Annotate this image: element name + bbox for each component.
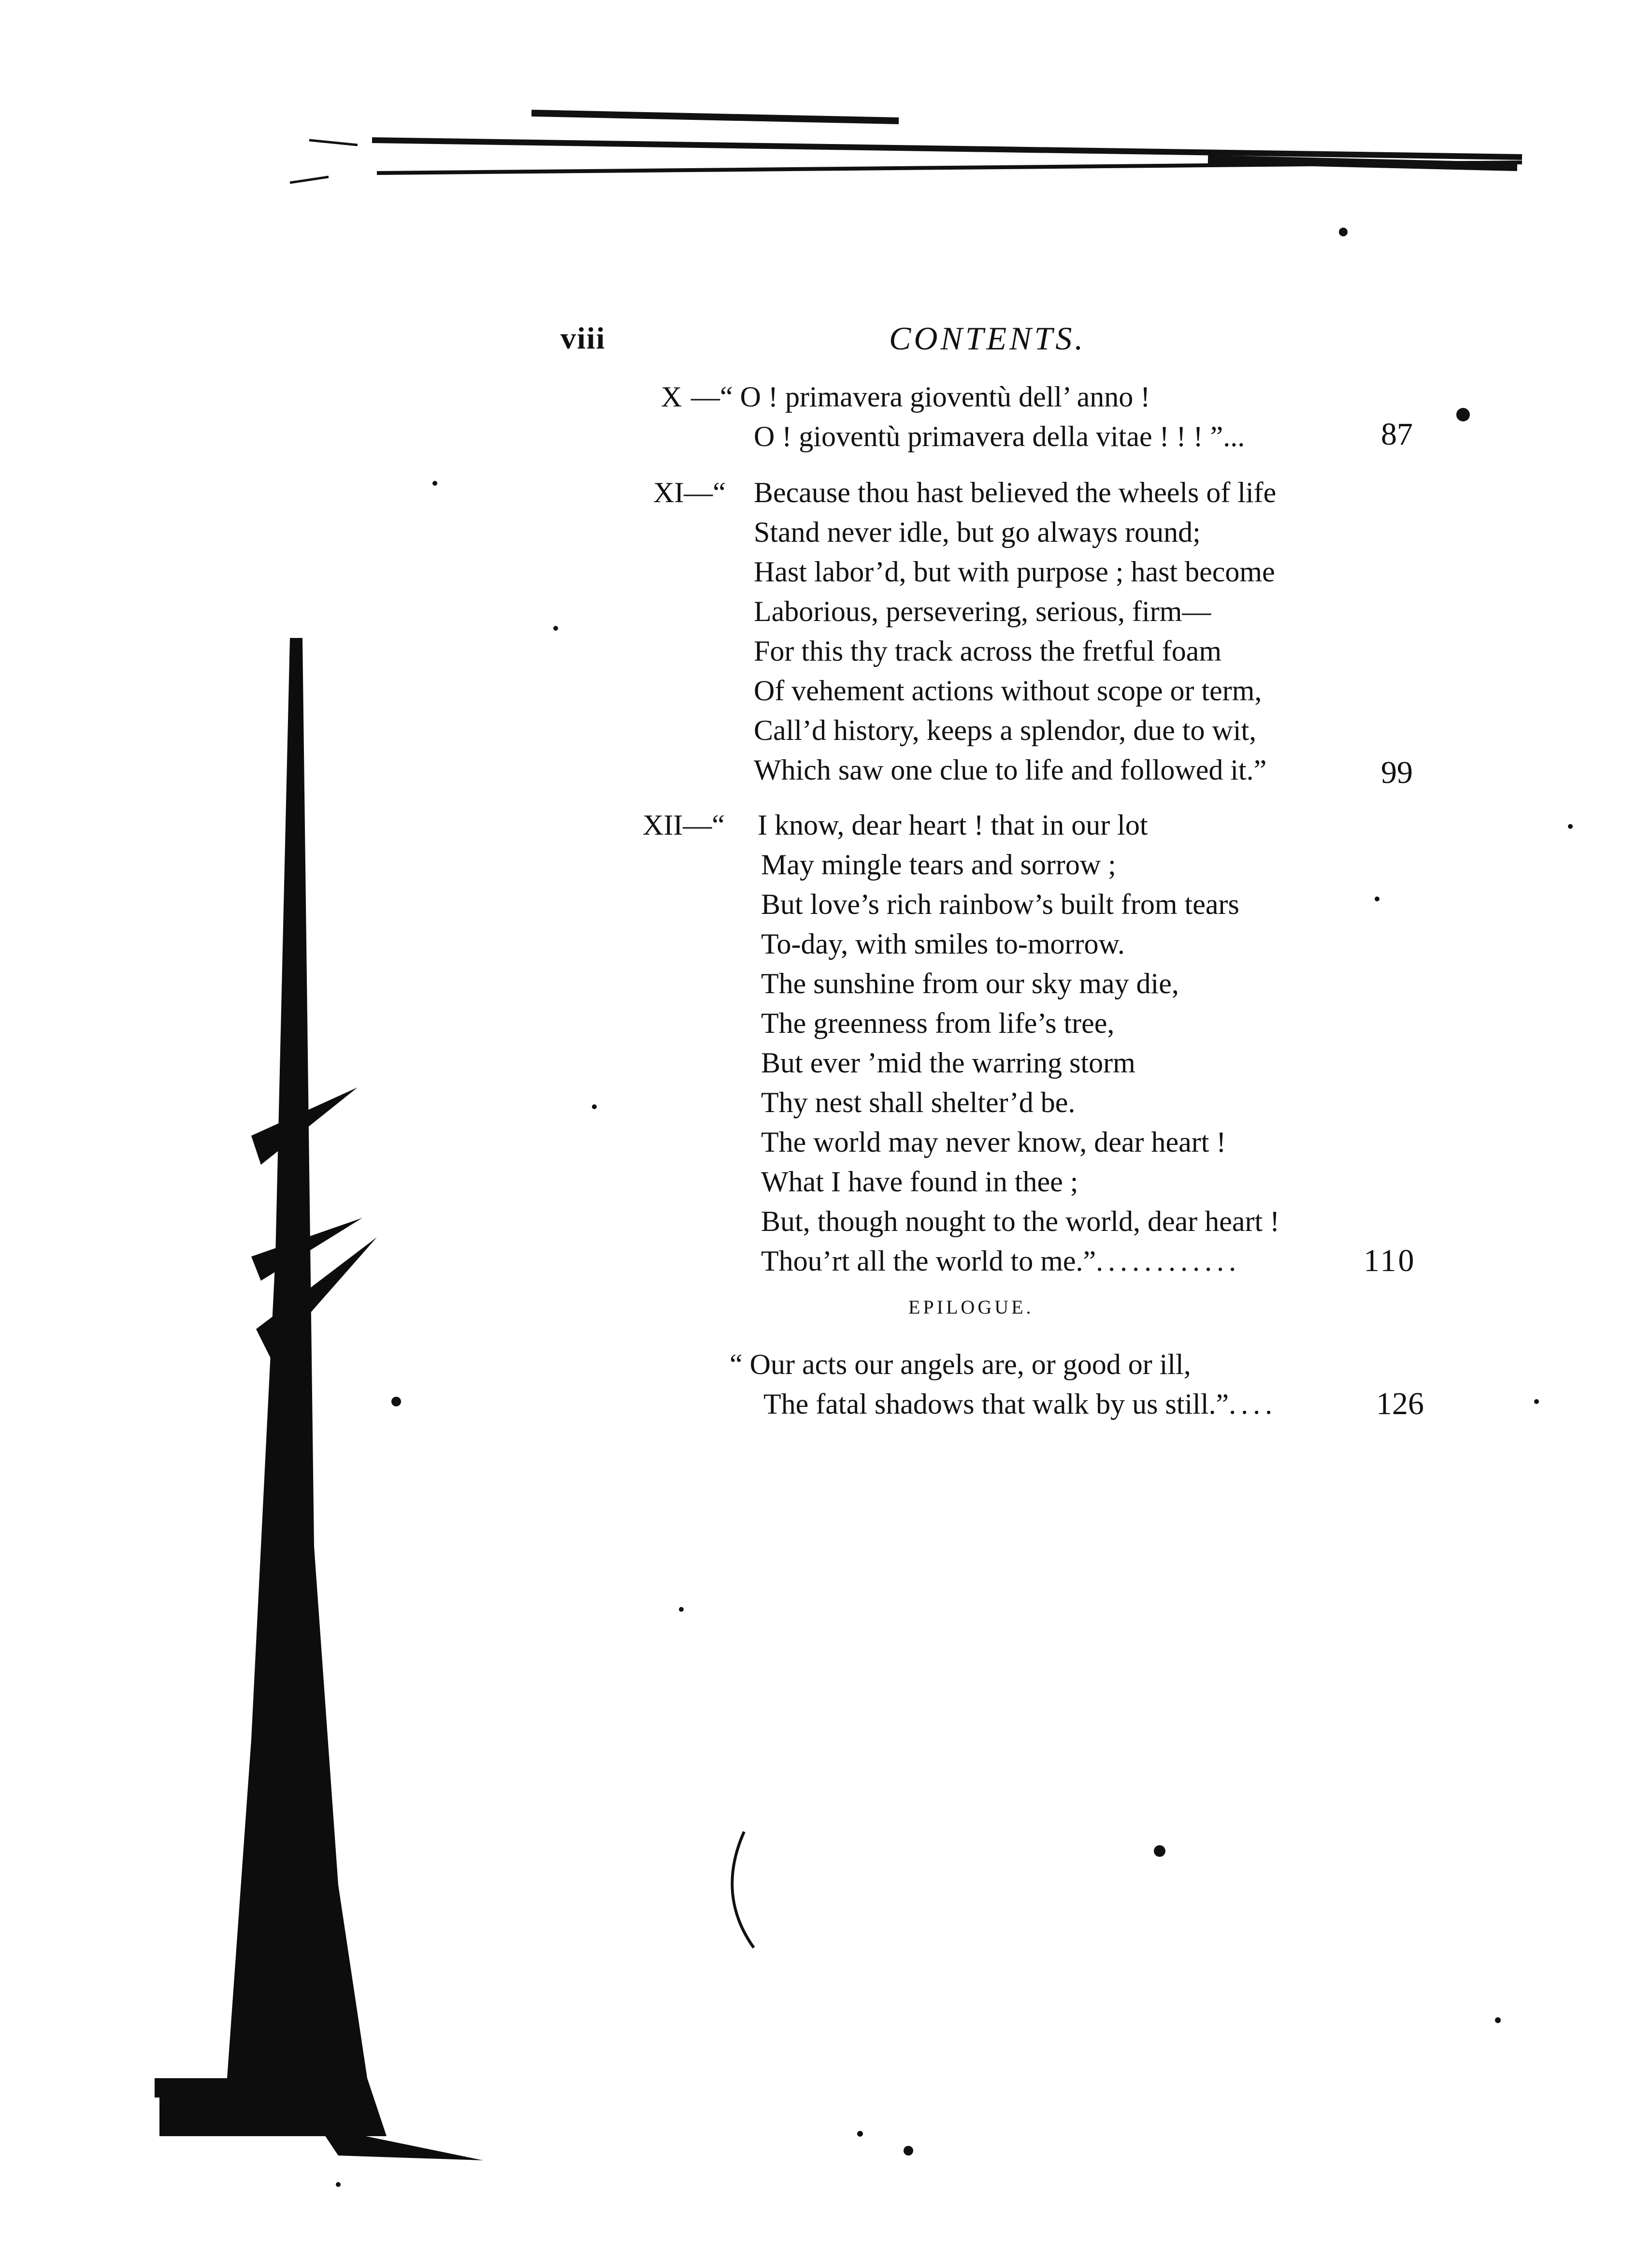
gutter-shadow [155, 638, 483, 2160]
entry-line: But, though nought to the world, dear heart ! [761, 1205, 1280, 1237]
entry-line: For this thy track across the fretful foam [754, 635, 1222, 667]
entry-line: —“ O ! primavera gioventù dell’ anno ! [691, 381, 1150, 413]
entry-page-number: 110 [1364, 1243, 1416, 1278]
entry-line-text: Thou’rt all the world to me.” [761, 1245, 1096, 1277]
entry-line: Hast labor’d, but with purpose ; hast become [754, 556, 1275, 588]
entry-line: Stand never idle, but go always round; [754, 516, 1201, 548]
entry-line: Laborious, persevering, serious, firm— [754, 595, 1211, 627]
entry-line: But ever ’mid the warring storm [761, 1047, 1135, 1079]
entry-line: The world may never know, dear heart ! [761, 1126, 1226, 1158]
entry-line: The greenness from life’s tree, [761, 1007, 1115, 1039]
entry-line: But love’s rich rainbow’s built from tears [761, 888, 1239, 920]
entry-line: O ! gioventù primavera della vitae ! ! ! ”... [754, 420, 1245, 452]
dot-leader: ............ [1096, 1245, 1241, 1277]
entry-line: I know, dear heart ! that in our lot [758, 809, 1148, 841]
page-number-folio: viii [560, 321, 606, 355]
entry-page-number: 87 [1381, 417, 1413, 452]
entry-line: What I have found in thee ; [761, 1166, 1078, 1198]
dot-leader: .... [1229, 1388, 1278, 1420]
entry-page-number: 126 [1376, 1386, 1424, 1421]
entry-line: Which saw one clue to life and followed it.” [754, 754, 1267, 786]
entry-numeral: XII—“ [643, 809, 725, 841]
entry-line: Of vehement actions without scope or term, [754, 675, 1262, 707]
running-head: CONTENTS. [889, 320, 1086, 357]
entry-line: Thy nest shall shelter’d be. [761, 1086, 1076, 1118]
entry-line: Call’d history, keeps a splendor, due to wit, [754, 714, 1257, 746]
entry-line: May mingle tears and sorrow ; [761, 849, 1116, 881]
top-edge-rule [290, 113, 1522, 183]
entry-numeral: XI—“ [653, 477, 726, 508]
entry-line: To-day, with smiles to-morrow. [761, 928, 1125, 960]
entry-page-number: 99 [1381, 755, 1413, 790]
entry-line: Because thou hast believed the wheels of life [754, 477, 1277, 508]
entry-numeral: X [661, 381, 682, 413]
epilogue-line: “ Our acts our angels are, or good or ill, [730, 1348, 1191, 1380]
epilogue-line-text: The fatal shadows that walk by us still.” [763, 1388, 1229, 1420]
epilogue-heading: EPILOGUE. [908, 1296, 1034, 1318]
entry-line [761, 1241, 1241, 1281]
entry-line: The sunshine from our sky may die, [761, 968, 1179, 999]
epilogue-line [763, 1384, 1277, 1424]
